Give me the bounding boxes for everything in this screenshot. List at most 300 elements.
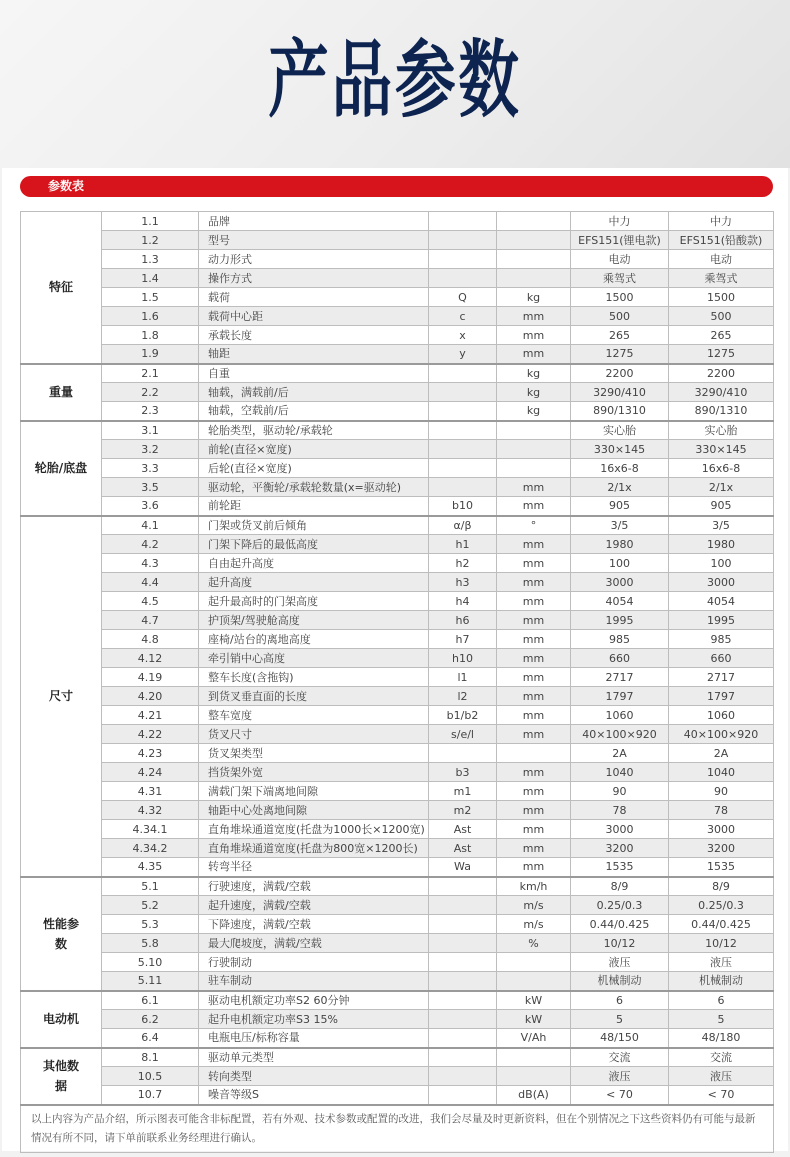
param-unit — [497, 972, 571, 991]
value-lead-acid: 265 — [669, 326, 774, 345]
param-name: 轴距 — [199, 345, 429, 364]
param-code: 5.8 — [102, 934, 199, 953]
value-lead-acid: 48/180 — [669, 1029, 774, 1048]
param-symbol — [429, 269, 497, 288]
table-row — [21, 269, 774, 288]
value-lead-acid: 机械制动 — [669, 972, 774, 991]
value-lithium: 0.44/0.425 — [571, 915, 669, 934]
table-row — [21, 934, 774, 953]
table-row — [21, 839, 774, 858]
value-lead-acid: 8/9 — [669, 877, 774, 896]
param-code: 4.3 — [102, 554, 199, 573]
value-lithium: 1535 — [571, 858, 669, 877]
value-lithium: 1995 — [571, 611, 669, 630]
value-lead-acid: 1535 — [669, 858, 774, 877]
param-unit — [497, 744, 571, 763]
param-unit: kW — [497, 991, 571, 1010]
param-symbol: s/e/l — [429, 725, 497, 744]
value-lead-acid: 2A — [669, 744, 774, 763]
value-lead-acid: 3200 — [669, 839, 774, 858]
param-unit: mm — [497, 573, 571, 592]
group-label: 尺寸 — [21, 516, 102, 877]
param-unit: mm — [497, 763, 571, 782]
param-symbol: Q — [429, 288, 497, 307]
value-lead-acid: 4054 — [669, 592, 774, 611]
param-name: 驱动轮，平衡轮/承载轮数量(x=驱动轮) — [199, 478, 429, 497]
param-name: 电瓶电压/标称容量 — [199, 1029, 429, 1048]
param-unit: mm — [497, 307, 571, 326]
param-symbol — [429, 1010, 497, 1029]
value-lithium: 905 — [571, 497, 669, 516]
value-lithium: 3/5 — [571, 516, 669, 535]
param-symbol: y — [429, 345, 497, 364]
value-lithium: 3000 — [571, 573, 669, 592]
value-lithium: 电动 — [571, 250, 669, 269]
param-code: 6.2 — [102, 1010, 199, 1029]
param-code: 2.1 — [102, 364, 199, 383]
param-name: 直角堆垛通道宽度(托盘为1000长×1200宽) — [199, 820, 429, 839]
table-row — [21, 307, 774, 326]
param-name: 型号 — [199, 231, 429, 250]
table-row — [21, 668, 774, 687]
value-lithium: EFS151(锂电款) — [571, 231, 669, 250]
param-code: 5.3 — [102, 915, 199, 934]
value-lithium: 1040 — [571, 763, 669, 782]
param-unit: mm — [497, 687, 571, 706]
param-symbol — [429, 231, 497, 250]
param-symbol — [429, 459, 497, 478]
table-row — [21, 782, 774, 801]
param-unit: mm — [497, 725, 571, 744]
table-row — [21, 573, 774, 592]
table-row — [21, 630, 774, 649]
value-lithium: 78 — [571, 801, 669, 820]
value-lead-acid: 乘驾式 — [669, 269, 774, 288]
param-symbol — [429, 991, 497, 1010]
value-lithium: 1500 — [571, 288, 669, 307]
value-lead-acid: EFS151(铅酸款) — [669, 231, 774, 250]
group-label: 重量 — [21, 364, 102, 421]
param-code: 4.19 — [102, 668, 199, 687]
param-unit: m/s — [497, 896, 571, 915]
table-row — [21, 383, 774, 402]
value-lead-acid: 3/5 — [669, 516, 774, 535]
param-code: 1.4 — [102, 269, 199, 288]
value-lead-acid: 2200 — [669, 364, 774, 383]
param-code: 6.1 — [102, 991, 199, 1010]
value-lithium: 1797 — [571, 687, 669, 706]
param-code: 4.5 — [102, 592, 199, 611]
param-code: 4.34.2 — [102, 839, 199, 858]
table-row — [21, 725, 774, 744]
param-unit: mm — [497, 649, 571, 668]
param-code: 4.24 — [102, 763, 199, 782]
param-name: 后轮(直径×宽度) — [199, 459, 429, 478]
table-row — [21, 1086, 774, 1105]
table-row — [21, 345, 774, 364]
param-name: 货叉尺寸 — [199, 725, 429, 744]
value-lead-acid: 905 — [669, 497, 774, 516]
section-header-bar: 参数表 — [20, 176, 773, 197]
param-code: 10.7 — [102, 1086, 199, 1105]
param-unit: mm — [497, 345, 571, 364]
param-unit: dB(A) — [497, 1086, 571, 1105]
table-row — [21, 326, 774, 345]
value-lead-acid: 0.25/0.3 — [669, 896, 774, 915]
value-lead-acid: 1797 — [669, 687, 774, 706]
table-row — [21, 1067, 774, 1086]
value-lithium: 330×145 — [571, 440, 669, 459]
param-code: 4.2 — [102, 535, 199, 554]
table-row — [21, 1029, 774, 1048]
param-symbol: Ast — [429, 839, 497, 858]
param-symbol — [429, 212, 497, 231]
param-symbol: h1 — [429, 535, 497, 554]
table-row — [21, 231, 774, 250]
value-lead-acid: 1275 — [669, 345, 774, 364]
param-symbol — [429, 1067, 497, 1086]
value-lithium: 500 — [571, 307, 669, 326]
value-lithium: 6 — [571, 991, 669, 1010]
param-name: 载荷中心距 — [199, 307, 429, 326]
param-name: 起升最高时的门架高度 — [199, 592, 429, 611]
param-code: 2.3 — [102, 402, 199, 421]
param-symbol: l2 — [429, 687, 497, 706]
value-lead-acid: 5 — [669, 1010, 774, 1029]
table-row — [21, 706, 774, 725]
param-name: 前轮(直径×宽度) — [199, 440, 429, 459]
param-symbol — [429, 440, 497, 459]
param-code: 10.5 — [102, 1067, 199, 1086]
value-lead-acid: 40×100×920 — [669, 725, 774, 744]
param-symbol — [429, 421, 497, 440]
value-lithium: 3290/410 — [571, 383, 669, 402]
param-code: 1.6 — [102, 307, 199, 326]
param-unit: kg — [497, 288, 571, 307]
value-lead-acid: 1040 — [669, 763, 774, 782]
value-lead-acid: 890/1310 — [669, 402, 774, 421]
value-lead-acid: 985 — [669, 630, 774, 649]
table-row — [21, 877, 774, 896]
param-name: 满载门架下端离地间隙 — [199, 782, 429, 801]
param-code: 3.6 — [102, 497, 199, 516]
param-symbol: h4 — [429, 592, 497, 611]
param-name: 自由起升高度 — [199, 554, 429, 573]
table-row — [21, 535, 774, 554]
param-name: 承载长度 — [199, 326, 429, 345]
param-name: 转向类型 — [199, 1067, 429, 1086]
table-row — [21, 364, 774, 383]
value-lead-acid: 90 — [669, 782, 774, 801]
value-lithium: 液压 — [571, 953, 669, 972]
param-symbol — [429, 915, 497, 934]
param-symbol: h3 — [429, 573, 497, 592]
table-row — [21, 611, 774, 630]
value-lead-acid: 3290/410 — [669, 383, 774, 402]
table-row — [21, 953, 774, 972]
param-name: 门架下降后的最低高度 — [199, 535, 429, 554]
value-lithium: 48/150 — [571, 1029, 669, 1048]
param-unit — [497, 231, 571, 250]
param-code: 3.2 — [102, 440, 199, 459]
param-name: 下降速度，满载/空载 — [199, 915, 429, 934]
param-code: 1.8 — [102, 326, 199, 345]
param-unit: mm — [497, 611, 571, 630]
group-label: 轮胎/底盘 — [21, 421, 102, 516]
table-row — [21, 763, 774, 782]
param-code: 2.2 — [102, 383, 199, 402]
param-unit — [497, 250, 571, 269]
param-unit: mm — [497, 592, 571, 611]
table-row — [21, 459, 774, 478]
group-label: 特征 — [21, 212, 102, 364]
param-symbol — [429, 250, 497, 269]
param-symbol: b1/b2 — [429, 706, 497, 725]
value-lead-acid: 液压 — [669, 1067, 774, 1086]
param-symbol: m1 — [429, 782, 497, 801]
value-lithium: 985 — [571, 630, 669, 649]
param-unit: mm — [497, 801, 571, 820]
param-code: 3.1 — [102, 421, 199, 440]
table-row — [21, 497, 774, 516]
value-lead-acid: 3000 — [669, 573, 774, 592]
param-unit: kg — [497, 364, 571, 383]
value-lithium: 890/1310 — [571, 402, 669, 421]
value-lithium: 实心胎 — [571, 421, 669, 440]
param-code: 5.1 — [102, 877, 199, 896]
value-lead-acid: 交流 — [669, 1048, 774, 1067]
value-lithium: 机械制动 — [571, 972, 669, 991]
param-name: 座椅/站台的离地高度 — [199, 630, 429, 649]
param-unit — [497, 953, 571, 972]
param-symbol: x — [429, 326, 497, 345]
param-name: 起升电机额定功率S3 15% — [199, 1010, 429, 1029]
value-lead-acid: < 70 — [669, 1086, 774, 1105]
param-symbol: c — [429, 307, 497, 326]
param-name: 挡货架外宽 — [199, 763, 429, 782]
param-unit: m/s — [497, 915, 571, 934]
param-name: 驻车制动 — [199, 972, 429, 991]
param-symbol: α/β — [429, 516, 497, 535]
value-lead-acid: 0.44/0.425 — [669, 915, 774, 934]
param-symbol — [429, 1029, 497, 1048]
group-label: 性能参数 — [21, 877, 102, 991]
param-code: 4.4 — [102, 573, 199, 592]
table-row — [21, 250, 774, 269]
table-row — [21, 516, 774, 535]
param-unit: % — [497, 934, 571, 953]
param-unit: mm — [497, 839, 571, 858]
footnote: 以上内容为产品介绍，所示图表可能含非标配置，若有外观、技术参数或配置的改进，我们会尽量及时更新资料，但在个别情况之下这些资料仍有可能与最新情况有所不同，请下单前联系业务经理进行确认。 — [21, 1105, 774, 1153]
param-symbol — [429, 364, 497, 383]
param-name: 行驶速度，满载/空载 — [199, 877, 429, 896]
table-row — [21, 915, 774, 934]
param-unit: mm — [497, 858, 571, 877]
table-row — [21, 402, 774, 421]
param-symbol: h6 — [429, 611, 497, 630]
param-code: 4.8 — [102, 630, 199, 649]
param-name: 轮胎类型，驱动轮/承载轮 — [199, 421, 429, 440]
param-unit — [497, 440, 571, 459]
param-unit: mm — [497, 326, 571, 345]
param-code: 1.2 — [102, 231, 199, 250]
value-lead-acid: 2/1x — [669, 478, 774, 497]
param-code: 3.3 — [102, 459, 199, 478]
value-lithium: 10/12 — [571, 934, 669, 953]
value-lithium: 2A — [571, 744, 669, 763]
table-row — [21, 592, 774, 611]
param-symbol: h2 — [429, 554, 497, 573]
value-lithium: 4054 — [571, 592, 669, 611]
param-code: 6.4 — [102, 1029, 199, 1048]
param-unit: mm — [497, 668, 571, 687]
value-lithium: 3200 — [571, 839, 669, 858]
value-lithium: 2/1x — [571, 478, 669, 497]
param-unit: mm — [497, 554, 571, 573]
param-symbol — [429, 1048, 497, 1067]
table-row — [21, 478, 774, 497]
param-name: 操作方式 — [199, 269, 429, 288]
param-name: 轴载，空载前/后 — [199, 402, 429, 421]
param-unit — [497, 421, 571, 440]
param-code: 4.31 — [102, 782, 199, 801]
page-title: 产品参数 — [268, 31, 522, 129]
param-code: 5.10 — [102, 953, 199, 972]
param-name: 噪音等级S — [199, 1086, 429, 1105]
value-lead-acid: 2717 — [669, 668, 774, 687]
param-name: 直角堆垛通道宽度(托盘为800宽×1200长) — [199, 839, 429, 858]
param-symbol: Wa — [429, 858, 497, 877]
value-lead-acid: 500 — [669, 307, 774, 326]
value-lead-acid: 3000 — [669, 820, 774, 839]
param-unit: kg — [497, 383, 571, 402]
table-row — [21, 421, 774, 440]
param-name: 起升速度，满载/空载 — [199, 896, 429, 915]
param-name: 驱动单元类型 — [199, 1048, 429, 1067]
param-code: 4.34.1 — [102, 820, 199, 839]
param-code: 5.11 — [102, 972, 199, 991]
param-name: 最大爬坡度，满载/空载 — [199, 934, 429, 953]
param-symbol — [429, 953, 497, 972]
param-code: 1.1 — [102, 212, 199, 231]
value-lead-acid: 10/12 — [669, 934, 774, 953]
param-unit — [497, 1048, 571, 1067]
param-code: 4.20 — [102, 687, 199, 706]
param-name: 整车宽度 — [199, 706, 429, 725]
param-name: 转弯半径 — [199, 858, 429, 877]
param-code: 1.9 — [102, 345, 199, 364]
param-code: 8.1 — [102, 1048, 199, 1067]
table-row — [21, 288, 774, 307]
value-lithium: 16x6-8 — [571, 459, 669, 478]
param-code: 4.23 — [102, 744, 199, 763]
table-row — [21, 649, 774, 668]
param-code: 4.21 — [102, 706, 199, 725]
param-symbol — [429, 1086, 497, 1105]
table-row — [21, 440, 774, 459]
param-symbol — [429, 896, 497, 915]
param-code: 4.22 — [102, 725, 199, 744]
table-row — [21, 991, 774, 1010]
value-lithium: 1275 — [571, 345, 669, 364]
value-lithium: 660 — [571, 649, 669, 668]
group-label: 其他数据 — [21, 1048, 102, 1105]
param-unit: km/h — [497, 877, 571, 896]
param-symbol — [429, 383, 497, 402]
value-lithium: 100 — [571, 554, 669, 573]
param-name: 到货叉垂直面的长度 — [199, 687, 429, 706]
value-lithium: 3000 — [571, 820, 669, 839]
value-lithium: 1060 — [571, 706, 669, 725]
value-lead-acid: 1060 — [669, 706, 774, 725]
value-lead-acid: 100 — [669, 554, 774, 573]
value-lithium: 中力 — [571, 212, 669, 231]
param-name: 轴载，满载前/后 — [199, 383, 429, 402]
param-symbol — [429, 402, 497, 421]
table-row — [21, 858, 774, 877]
value-lithium: 2717 — [571, 668, 669, 687]
param-unit: mm — [497, 782, 571, 801]
table-row — [21, 896, 774, 915]
value-lithium: 8/9 — [571, 877, 669, 896]
param-code: 4.1 — [102, 516, 199, 535]
param-name: 行驶制动 — [199, 953, 429, 972]
param-code: 5.2 — [102, 896, 199, 915]
value-lithium: < 70 — [571, 1086, 669, 1105]
param-name: 轴距中心处离地间隙 — [199, 801, 429, 820]
group-label: 电动机 — [21, 991, 102, 1048]
value-lithium: 1980 — [571, 535, 669, 554]
param-unit: mm — [497, 706, 571, 725]
table-row — [21, 801, 774, 820]
param-symbol: h10 — [429, 649, 497, 668]
param-unit — [497, 1067, 571, 1086]
param-symbol: b3 — [429, 763, 497, 782]
param-code: 1.3 — [102, 250, 199, 269]
param-unit — [497, 212, 571, 231]
param-unit: V/Ah — [497, 1029, 571, 1048]
param-name: 门架或货叉前后倾角 — [199, 516, 429, 535]
value-lead-acid: 1500 — [669, 288, 774, 307]
spec-table — [20, 211, 774, 1153]
param-unit: kW — [497, 1010, 571, 1029]
param-name: 货叉架类型 — [199, 744, 429, 763]
value-lead-acid: 中力 — [669, 212, 774, 231]
value-lead-acid: 330×145 — [669, 440, 774, 459]
param-name: 起升高度 — [199, 573, 429, 592]
param-name: 护顶架/驾驶舱高度 — [199, 611, 429, 630]
param-name: 前轮距 — [199, 497, 429, 516]
value-lead-acid: 1995 — [669, 611, 774, 630]
value-lithium: 0.25/0.3 — [571, 896, 669, 915]
param-symbol — [429, 972, 497, 991]
param-symbol: l1 — [429, 668, 497, 687]
param-unit: mm — [497, 820, 571, 839]
table-row — [21, 687, 774, 706]
value-lead-acid: 78 — [669, 801, 774, 820]
table-row — [21, 744, 774, 763]
param-symbol: b10 — [429, 497, 497, 516]
param-symbol: m2 — [429, 801, 497, 820]
param-unit: mm — [497, 478, 571, 497]
param-unit: mm — [497, 535, 571, 554]
param-name: 动力形式 — [199, 250, 429, 269]
value-lithium: 90 — [571, 782, 669, 801]
value-lead-acid: 16x6-8 — [669, 459, 774, 478]
param-name: 自重 — [199, 364, 429, 383]
value-lithium: 40×100×920 — [571, 725, 669, 744]
param-code: 1.5 — [102, 288, 199, 307]
